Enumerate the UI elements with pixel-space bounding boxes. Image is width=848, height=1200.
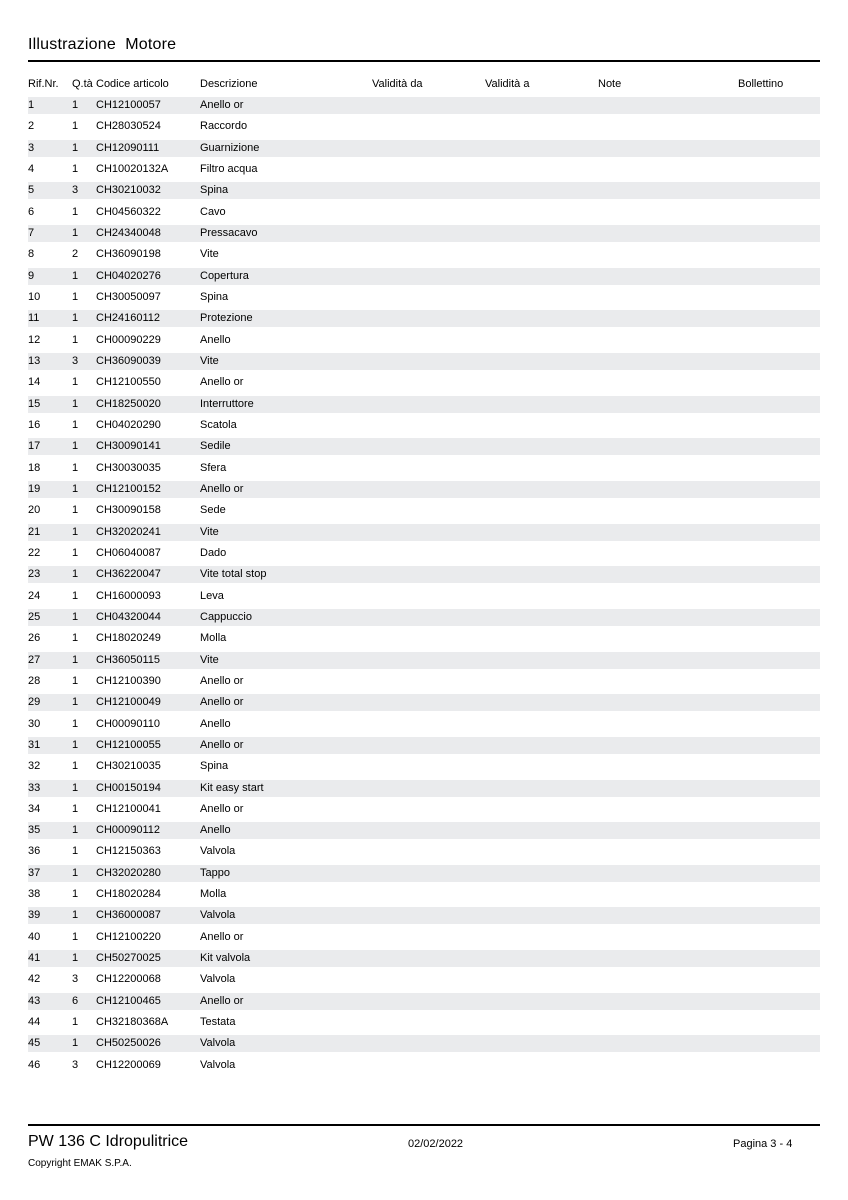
- header-qta: Q.tà: [72, 78, 93, 90]
- cell-qta: 1: [72, 461, 79, 474]
- cell-descrizione: Kit easy start: [200, 781, 264, 794]
- cell-rif-nr: 1: [28, 99, 35, 111]
- cell-qta: 1: [72, 653, 79, 666]
- table-row: [28, 843, 820, 864]
- cell-descrizione: Anello: [200, 717, 231, 730]
- header-bollettino: Bollettino: [738, 78, 784, 90]
- cell-descrizione: Cappuccio: [200, 610, 252, 623]
- table-row: [28, 396, 820, 417]
- table-row: [28, 161, 820, 182]
- cell-rif-nr: 36: [28, 845, 41, 858]
- cell-descrizione: Anello or: [200, 738, 244, 751]
- cell-codice-articolo: CH30210035: [96, 760, 161, 773]
- table-body: [28, 97, 820, 1078]
- cell-descrizione: Sedile: [200, 440, 231, 453]
- cell-qta: 3: [72, 973, 79, 986]
- cell-descrizione: Spina: [200, 760, 229, 773]
- table-row: [28, 246, 820, 267]
- cell-codice-articolo: CH16000093: [96, 589, 161, 602]
- cell-codice-articolo: CH00090229: [96, 333, 161, 346]
- cell-qta: 1: [72, 120, 79, 133]
- cell-codice-articolo: CH36050115: [96, 653, 161, 666]
- cell-codice-articolo: CH12100055: [96, 738, 161, 751]
- cell-codice-articolo: CH04320044: [96, 610, 161, 623]
- header-note: Note: [598, 78, 622, 90]
- table-row: [28, 268, 820, 289]
- cell-qta: 1: [72, 696, 79, 709]
- cell-descrizione: Anello or: [200, 930, 244, 943]
- cell-descrizione: Filtro acqua: [200, 162, 258, 175]
- cell-rif-nr: 9: [28, 269, 35, 282]
- cell-qta: 1: [72, 930, 79, 943]
- cell-descrizione: Anello or: [200, 99, 244, 111]
- cell-codice-articolo: CH36000087: [96, 909, 161, 922]
- cell-rif-nr: 44: [28, 1016, 41, 1029]
- cell-codice-articolo: CH12100152: [96, 482, 161, 495]
- table-row: [28, 204, 820, 225]
- cell-descrizione: Anello or: [200, 994, 244, 1007]
- table-row: [28, 907, 820, 928]
- cell-codice-articolo: CH12100049: [96, 696, 161, 709]
- cell-rif-nr: 37: [28, 866, 41, 879]
- table-row: [28, 566, 820, 587]
- table-row: [28, 652, 820, 673]
- cell-descrizione: Spina: [200, 290, 229, 303]
- cell-qta: 1: [72, 397, 79, 410]
- cell-rif-nr: 15: [28, 397, 41, 410]
- table-row: [28, 118, 820, 139]
- cell-codice-articolo: CH12100465: [96, 994, 161, 1007]
- table-row: [28, 1057, 820, 1078]
- cell-qta: 1: [72, 99, 79, 111]
- cell-descrizione: Valvola: [200, 909, 236, 922]
- table-row: [28, 332, 820, 353]
- cell-codice-articolo: CH18020284: [96, 888, 161, 901]
- cell-rif-nr: 32: [28, 760, 41, 773]
- cell-qta: 2: [72, 248, 79, 261]
- table-row: [28, 481, 820, 502]
- cell-descrizione: Pressacavo: [200, 226, 258, 239]
- header-validita-da: Validità da: [372, 78, 423, 90]
- cell-qta: 1: [72, 312, 79, 325]
- cell-qta: 3: [72, 354, 79, 367]
- title-rule: [28, 60, 820, 62]
- cell-descrizione: Scatola: [200, 418, 237, 431]
- cell-qta: 1: [72, 760, 79, 773]
- table-row: [28, 310, 820, 331]
- cell-codice-articolo: CH50270025: [96, 952, 161, 965]
- cell-rif-nr: 12: [28, 333, 41, 346]
- cell-codice-articolo: CH04020276: [96, 269, 161, 282]
- cell-rif-nr: 34: [28, 802, 41, 815]
- table-row: [28, 886, 820, 907]
- cell-codice-articolo: CH24160112: [96, 312, 161, 325]
- cell-qta: 1: [72, 504, 79, 517]
- cell-qta: 1: [72, 909, 79, 922]
- cell-qta: 1: [72, 568, 79, 581]
- cell-descrizione: Interruttore: [200, 397, 254, 410]
- table-row: [28, 758, 820, 779]
- cell-rif-nr: 39: [28, 909, 41, 922]
- cell-rif-nr: 31: [28, 738, 41, 751]
- cell-rif-nr: 38: [28, 888, 41, 901]
- cell-descrizione: Molla: [200, 632, 227, 645]
- cell-rif-nr: 4: [28, 162, 35, 175]
- cell-rif-nr: 2: [28, 120, 35, 133]
- cell-descrizione: Dado: [200, 546, 227, 559]
- table-row: [28, 417, 820, 438]
- cell-rif-nr: 43: [28, 994, 41, 1007]
- cell-codice-articolo: CH12100390: [96, 674, 161, 687]
- cell-rif-nr: 42: [28, 973, 41, 986]
- cell-codice-articolo: CH30090158: [96, 504, 161, 517]
- cell-codice-articolo: CH12200069: [96, 1058, 161, 1071]
- cell-descrizione: Sede: [200, 504, 226, 517]
- cell-rif-nr: 14: [28, 376, 41, 389]
- header-rif-nr: Rif.Nr.: [28, 78, 59, 90]
- table-row: [28, 588, 820, 609]
- cell-codice-articolo: CH12100041: [96, 802, 161, 815]
- table-row: [28, 97, 820, 118]
- table-row: [28, 460, 820, 481]
- table-row: [28, 502, 820, 523]
- cell-codice-articolo: CH12150363: [96, 845, 161, 858]
- cell-codice-articolo: CH36220047: [96, 568, 161, 581]
- cell-codice-articolo: CH10020132A: [96, 162, 169, 175]
- footer-page-number: Pagina 3 - 4: [733, 1138, 793, 1150]
- cell-qta: 1: [72, 866, 79, 879]
- cell-qta: 3: [72, 1058, 79, 1071]
- cell-rif-nr: 23: [28, 568, 41, 581]
- cell-qta: 1: [72, 162, 79, 175]
- cell-qta: 1: [72, 1037, 79, 1050]
- cell-descrizione: Vite: [200, 525, 219, 538]
- cell-qta: 1: [72, 525, 79, 538]
- cell-qta: 1: [72, 888, 79, 901]
- cell-descrizione: Guarnizione: [200, 141, 260, 154]
- cell-qta: 1: [72, 418, 79, 431]
- table-row: [28, 694, 820, 715]
- cell-codice-articolo: CH12100550: [96, 376, 161, 389]
- cell-rif-nr: 41: [28, 952, 41, 965]
- cell-descrizione: Anello or: [200, 376, 244, 389]
- footer-rule: [28, 1124, 820, 1126]
- cell-descrizione: Tappo: [200, 866, 230, 879]
- cell-descrizione: Protezione: [200, 312, 253, 325]
- table-row: [28, 865, 820, 886]
- cell-rif-nr: 25: [28, 610, 41, 623]
- cell-qta: 1: [72, 440, 79, 453]
- table-row: [28, 950, 820, 971]
- cell-codice-articolo: CH00150194: [96, 781, 161, 794]
- table-row: [28, 716, 820, 737]
- header-validita-a: Validità a: [485, 78, 530, 90]
- cell-descrizione: Anello or: [200, 674, 244, 687]
- cell-codice-articolo: CH30030035: [96, 461, 161, 474]
- table-row: [28, 780, 820, 801]
- cell-rif-nr: 8: [28, 248, 35, 261]
- footer-date: 02/02/2022: [408, 1138, 464, 1150]
- cell-rif-nr: 18: [28, 461, 41, 474]
- cell-codice-articolo: CH30090141: [96, 440, 161, 453]
- table-row: [28, 545, 820, 566]
- footer-copyright: Copyright EMAK S.P.A.: [28, 1158, 132, 1169]
- table-row: [28, 822, 820, 843]
- cell-qta: 1: [72, 952, 79, 965]
- cell-qta: 1: [72, 226, 79, 239]
- cell-rif-nr: 46: [28, 1058, 41, 1071]
- cell-rif-nr: 35: [28, 824, 41, 837]
- cell-rif-nr: 10: [28, 290, 41, 303]
- cell-qta: 1: [72, 781, 79, 794]
- cell-descrizione: Vite total stop: [200, 568, 267, 581]
- cell-rif-nr: 29: [28, 696, 41, 709]
- cell-qta: 1: [72, 824, 79, 837]
- table-row: [28, 801, 820, 822]
- table-header-row: [28, 76, 820, 97]
- cell-codice-articolo: CH30050097: [96, 290, 161, 303]
- table-row: [28, 673, 820, 694]
- cell-descrizione: Spina: [200, 184, 229, 197]
- footer-product-title: PW 136 C Idropulitrice: [28, 1133, 189, 1150]
- cell-rif-nr: 19: [28, 482, 41, 495]
- header-codice: Codice articolo: [96, 78, 169, 90]
- parts-table: [28, 76, 820, 1078]
- cell-descrizione: Sfera: [200, 461, 227, 474]
- cell-rif-nr: 6: [28, 205, 35, 218]
- cell-qta: 6: [72, 994, 79, 1007]
- cell-rif-nr: 22: [28, 546, 41, 559]
- cell-codice-articolo: CH36090198: [96, 248, 161, 261]
- cell-rif-nr: 17: [28, 440, 41, 453]
- cell-codice-articolo: CH00090112: [96, 824, 161, 837]
- cell-rif-nr: 28: [28, 674, 41, 687]
- cell-qta: 1: [72, 674, 79, 687]
- cell-qta: 1: [72, 632, 79, 645]
- cell-codice-articolo: CH06040087: [96, 546, 161, 559]
- cell-codice-articolo: CH04020290: [96, 418, 161, 431]
- cell-codice-articolo: CH18020249: [96, 632, 161, 645]
- table-row: [28, 353, 820, 374]
- cell-rif-nr: 27: [28, 653, 41, 666]
- cell-descrizione: Copertura: [200, 269, 249, 282]
- cell-qta: 1: [72, 1016, 79, 1029]
- table-row: [28, 609, 820, 630]
- cell-rif-nr: 24: [28, 589, 41, 602]
- cell-descrizione: Anello or: [200, 802, 244, 815]
- table-row: [28, 140, 820, 161]
- cell-descrizione: Valvola: [200, 845, 236, 858]
- cell-qta: 1: [72, 482, 79, 495]
- cell-descrizione: Raccordo: [200, 120, 248, 133]
- cell-codice-articolo: CH12100057: [96, 99, 161, 111]
- cell-rif-nr: 21: [28, 525, 41, 538]
- cell-codice-articolo: CH32020241: [96, 525, 161, 538]
- cell-rif-nr: 45: [28, 1037, 41, 1050]
- cell-rif-nr: 13: [28, 354, 41, 367]
- cell-descrizione: Vite: [200, 248, 219, 261]
- cell-rif-nr: 7: [28, 226, 35, 239]
- cell-codice-articolo: CH12100220: [96, 930, 161, 943]
- cell-codice-articolo: CH12090111: [96, 141, 160, 154]
- cell-rif-nr: 5: [28, 184, 35, 197]
- cell-qta: 1: [72, 717, 79, 730]
- table-row: [28, 1035, 820, 1056]
- cell-rif-nr: 16: [28, 418, 41, 431]
- table-row: [28, 225, 820, 246]
- table-row: [28, 737, 820, 758]
- table-row: [28, 1014, 820, 1035]
- cell-descrizione: Anello or: [200, 696, 244, 709]
- cell-codice-articolo: CH04560322: [96, 205, 161, 218]
- cell-descrizione: Vite: [200, 354, 219, 367]
- cell-codice-articolo: CH28030524: [96, 120, 161, 133]
- cell-rif-nr: 3: [28, 141, 35, 154]
- cell-codice-articolo: CH32180368A: [96, 1016, 169, 1029]
- cell-qta: 1: [72, 376, 79, 389]
- cell-qta: 1: [72, 141, 79, 154]
- table-row: [28, 630, 820, 651]
- table-row: [28, 374, 820, 395]
- cell-qta: 1: [72, 802, 79, 815]
- table-row: [28, 289, 820, 310]
- cell-qta: 1: [72, 589, 79, 602]
- page-title: Illustrazione Motore: [28, 36, 177, 53]
- cell-descrizione: Anello: [200, 333, 231, 346]
- cell-codice-articolo: CH24340048: [96, 226, 161, 239]
- cell-codice-articolo: CH50250026: [96, 1037, 161, 1050]
- cell-codice-articolo: CH18250020: [96, 397, 161, 410]
- cell-descrizione: Kit valvola: [200, 952, 251, 965]
- table-row: [28, 182, 820, 203]
- table-row: [28, 524, 820, 545]
- table-row: [28, 993, 820, 1014]
- cell-descrizione: Cavo: [200, 205, 226, 218]
- cell-codice-articolo: CH12200068: [96, 973, 161, 986]
- cell-rif-nr: 30: [28, 717, 41, 730]
- cell-descrizione: Leva: [200, 589, 224, 602]
- table-row: [28, 929, 820, 950]
- cell-descrizione: Valvola: [200, 1037, 236, 1050]
- cell-descrizione: Anello or: [200, 482, 244, 495]
- cell-descrizione: Valvola: [200, 1058, 236, 1071]
- cell-descrizione: Valvola: [200, 973, 236, 986]
- cell-descrizione: Molla: [200, 888, 227, 901]
- table-row: [28, 971, 820, 992]
- cell-rif-nr: 20: [28, 504, 41, 517]
- cell-qta: 1: [72, 333, 79, 346]
- cell-qta: 3: [72, 184, 79, 197]
- cell-qta: 1: [72, 269, 79, 282]
- cell-qta: 1: [72, 205, 79, 218]
- cell-rif-nr: 40: [28, 930, 41, 943]
- cell-descrizione: Vite: [200, 653, 219, 666]
- cell-rif-nr: 26: [28, 632, 41, 645]
- cell-codice-articolo: CH36090039: [96, 354, 161, 367]
- cell-descrizione: Testata: [200, 1016, 236, 1029]
- cell-rif-nr: 33: [28, 781, 41, 794]
- cell-qta: 1: [72, 610, 79, 623]
- cell-codice-articolo: CH32020280: [96, 866, 161, 879]
- cell-qta: 1: [72, 546, 79, 559]
- cell-qta: 1: [72, 290, 79, 303]
- table-row: [28, 438, 820, 459]
- cell-codice-articolo: CH30210032: [96, 184, 161, 197]
- cell-qta: 1: [72, 738, 79, 751]
- cell-qta: 1: [72, 845, 79, 858]
- cell-descrizione: Anello: [200, 824, 231, 837]
- header-descrizione: Descrizione: [200, 78, 258, 90]
- cell-codice-articolo: CH00090110: [96, 717, 161, 730]
- cell-rif-nr: 11: [28, 312, 40, 325]
